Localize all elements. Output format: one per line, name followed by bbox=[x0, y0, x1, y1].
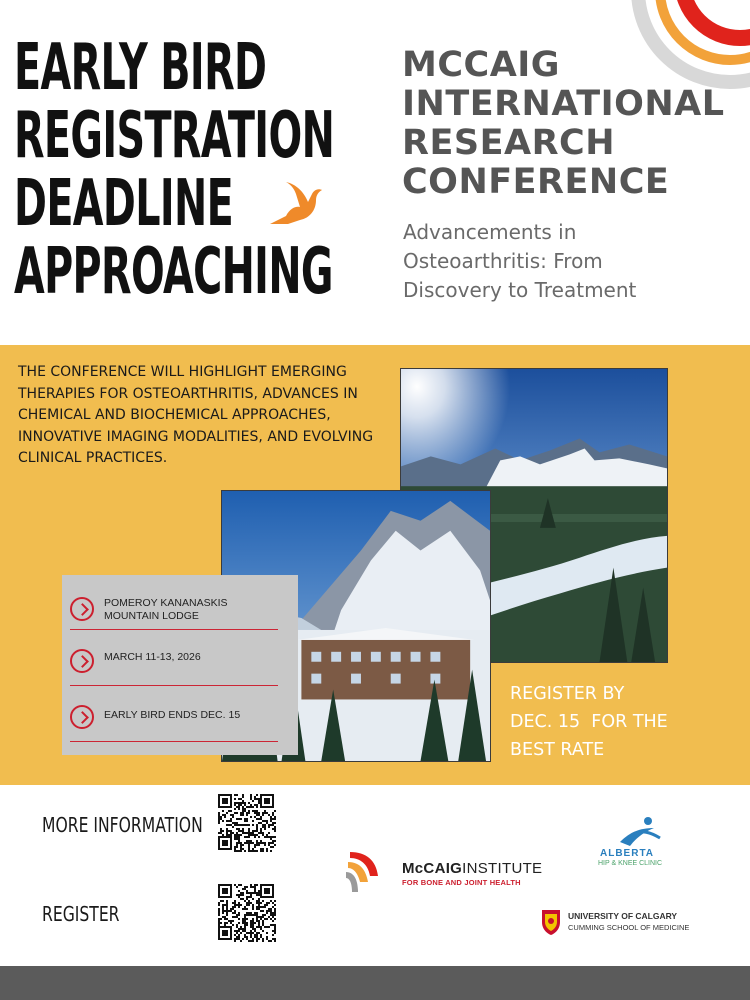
chevron-right-circle-icon bbox=[70, 597, 94, 621]
headline-line: DEADLINE bbox=[14, 167, 234, 241]
info-item-text: EARLY BIRD ENDS DEC. 15 bbox=[104, 709, 241, 721]
register-qr-code[interactable] bbox=[218, 884, 276, 942]
conference-subtitle-line: Discovery to Treatment bbox=[403, 278, 637, 302]
chevron-right-circle-icon bbox=[70, 705, 94, 729]
more-information-qr-code[interactable] bbox=[218, 794, 276, 852]
conference-subtitle-line: Osteoarthritis: From bbox=[403, 249, 603, 273]
divider bbox=[70, 741, 278, 742]
mccaig-institute-logo bbox=[346, 846, 546, 894]
conference-title-line: RESEARCH bbox=[402, 123, 615, 163]
conference-title-line: CONFERENCE bbox=[402, 162, 670, 202]
ucalgary-tagline: CUMMING SCHOOL OF MEDICINE bbox=[568, 923, 690, 932]
mccaig-name: McCAIGINSTITUTE bbox=[402, 860, 543, 877]
conference-subtitle-line: Advancements in bbox=[403, 220, 577, 244]
headline-line: EARLY BIRD bbox=[14, 31, 267, 105]
crest-icon bbox=[540, 908, 562, 936]
register-by-callout bbox=[510, 680, 730, 764]
headline-line: REGISTRATION bbox=[14, 99, 335, 173]
event-info-card bbox=[62, 575, 298, 755]
alberta-name: ALBERTA bbox=[600, 848, 655, 859]
alberta-hip-knee-clinic-logo bbox=[586, 812, 696, 870]
register-by-line: BEST RATE bbox=[510, 740, 605, 760]
info-item-text: MARCH 11-13, 2026 bbox=[104, 651, 201, 663]
conference-subtitle bbox=[403, 218, 733, 305]
register-by-line: DEC. 15 FOR THE bbox=[510, 712, 668, 732]
headline bbox=[14, 31, 335, 309]
register-by-line: REGISTER BY bbox=[510, 684, 625, 704]
conference-title-line: MCCAIG bbox=[402, 45, 561, 85]
divider bbox=[70, 685, 278, 686]
university-of-calgary-logo bbox=[540, 908, 740, 940]
bird-icon bbox=[266, 180, 324, 230]
conference-title bbox=[402, 46, 732, 202]
mccaig-tagline: FOR BONE AND JOINT HEALTH bbox=[402, 878, 521, 887]
info-item-text: POMEROY KANANASKIS MOUNTAIN LODGE bbox=[104, 597, 228, 622]
divider bbox=[70, 629, 278, 630]
conference-title-line: INTERNATIONAL bbox=[402, 84, 725, 124]
ucalgary-name: UNIVERSITY OF CALGARY bbox=[568, 911, 678, 921]
more-information-label: MORE INFORMATION bbox=[42, 813, 203, 837]
mccaig-swoosh-icon bbox=[346, 846, 398, 894]
register-label: REGISTER bbox=[42, 902, 120, 926]
conference-description: THE CONFERENCE WILL HIGHLIGHT EMERGING THERAPIES FOR OSTEOARTHRITIS, ADVANCES IN CHEMICAL AND BIOCHEMICAL APPROACHES, INNOVATIVE IMAGING MODALITIES, AND EVOLVING CLINICAL PRACTICES. bbox=[18, 364, 374, 466]
headline-line: APPROACHING bbox=[14, 235, 333, 309]
footer-bar bbox=[0, 966, 750, 1000]
chevron-right-circle-icon bbox=[70, 649, 94, 673]
runner-icon bbox=[614, 816, 664, 848]
alberta-tagline: HIP & KNEE CLINIC bbox=[598, 860, 663, 867]
